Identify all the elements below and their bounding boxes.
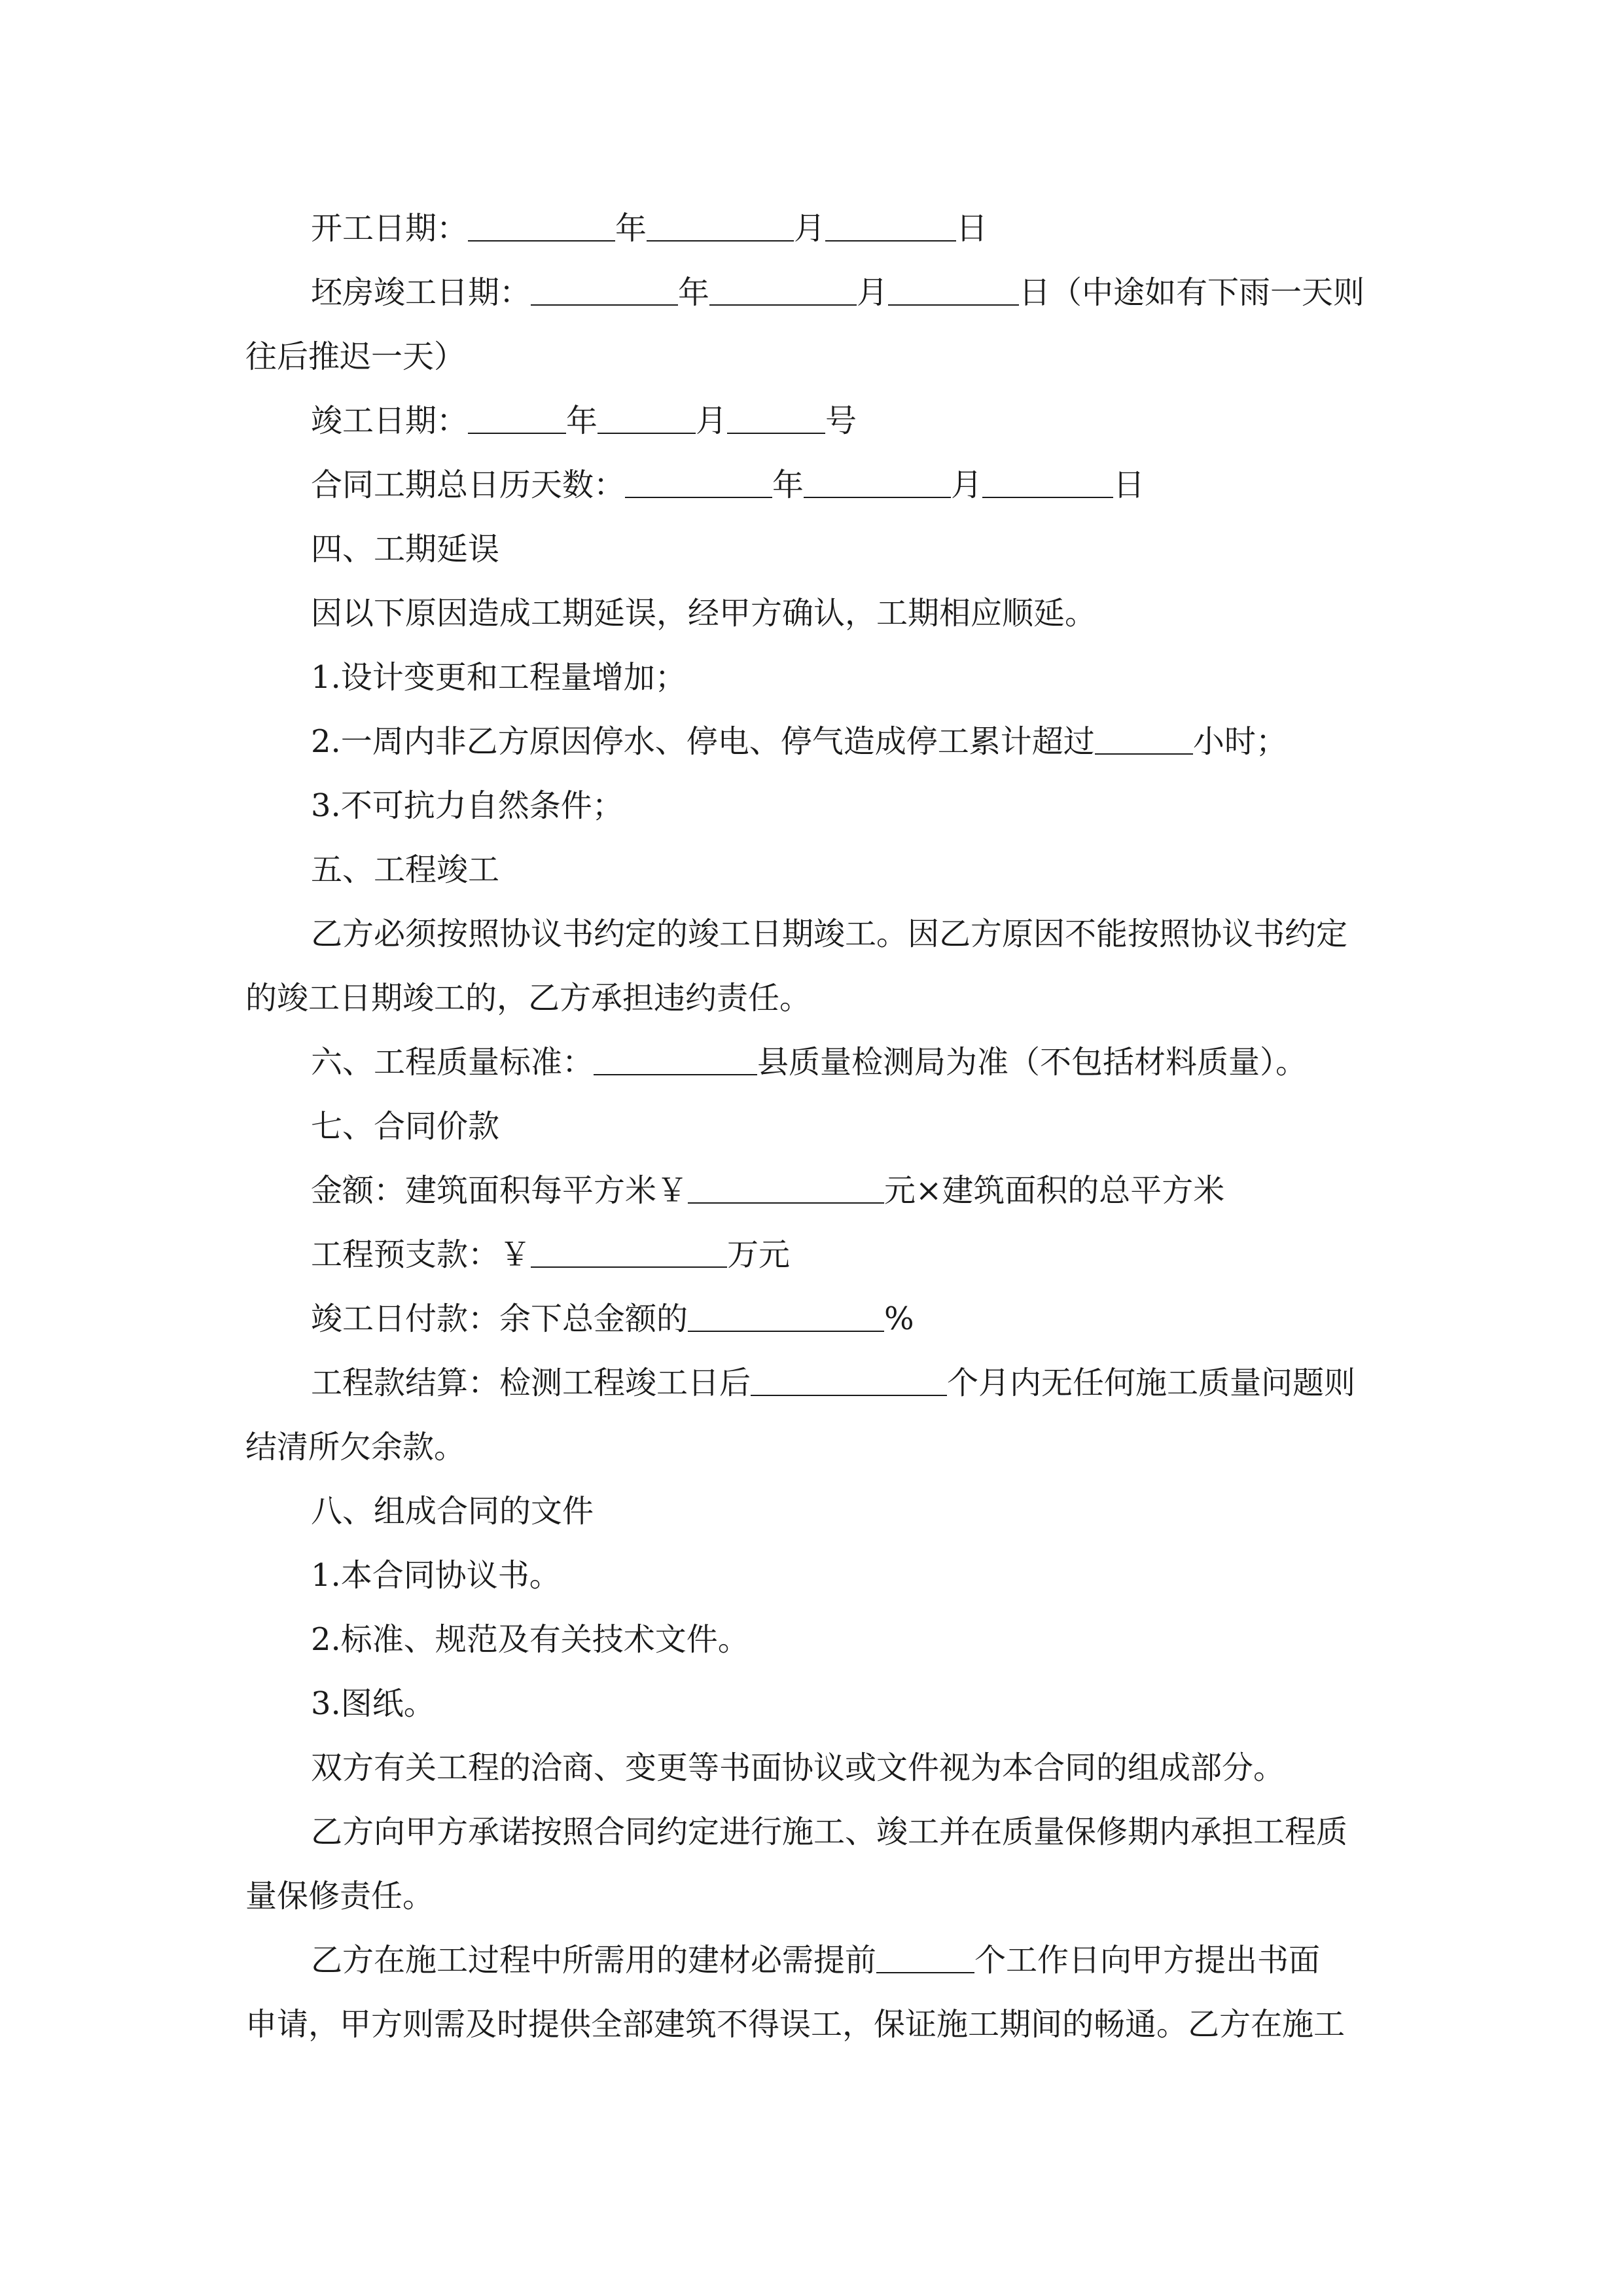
rough-day-blank[interactable] xyxy=(888,278,1019,306)
completion-date-line: 竣工日期： 年 月 号 xyxy=(311,403,857,439)
section-heading-completion: 五、工程竣工 xyxy=(311,852,500,888)
remaining-percent-blank[interactable] xyxy=(688,1304,884,1332)
total-day-blank[interactable] xyxy=(982,471,1113,498)
list-item: 1.本合同协议书。 xyxy=(311,1557,561,1594)
document-page xyxy=(245,196,1381,2056)
amount-line: 金额：建筑面积每平方米￥ 元×建筑面积的总平方米 xyxy=(311,1172,1225,1209)
completion-day-blank[interactable] xyxy=(727,406,825,434)
rough-year-blank[interactable] xyxy=(531,278,678,306)
workdays-blank[interactable] xyxy=(876,1946,974,1973)
start-date-line: 开工日期： 年 月 日 xyxy=(311,210,988,247)
paragraph: 乙方向甲方承诺按照合同约定进行施工、竣工并在质量保修期内承担工程质 xyxy=(311,1814,1348,1850)
list-item: 2.一周内非乙方原因停水、停电、停气造成停工累计超过 小时； xyxy=(311,723,1287,760)
paragraph-continuation: 量保修责任。 xyxy=(245,1878,435,1914)
hours-blank[interactable] xyxy=(1095,727,1193,755)
section-heading-delay: 四、工期延误 xyxy=(311,531,500,567)
advance-amount-blank[interactable] xyxy=(531,1240,727,1268)
paragraph: 因以下原因造成工期延误，经甲方确认，工期相应顺延。 xyxy=(311,595,1097,632)
completion-payment-line: 竣工日付款：余下总金额的 % xyxy=(311,1300,914,1337)
settlement-line: 工程款结算：检测工程竣工日后 个月内无任何施工质量问题则 xyxy=(311,1365,1356,1401)
rough-completion-note-line: 往后推迟一天） xyxy=(245,338,466,375)
list-item: 3.不可抗力自然条件； xyxy=(311,787,624,824)
quality-standard-line: 六、工程质量标准： 县质量检测局为准（不包括材料质量）。 xyxy=(311,1044,1308,1081)
completion-month-blank[interactable] xyxy=(597,406,696,434)
settlement-months-blank[interactable] xyxy=(751,1369,947,1396)
materials-request-line: 乙方在施工过程中所需用的建材必需提前 个工作日向甲方提出书面 xyxy=(311,1942,1321,1979)
paragraph: 双方有关工程的洽商、变更等书面协议或文件视为本合同的组成部分。 xyxy=(311,1749,1285,1786)
list-item: 3.图纸。 xyxy=(311,1685,435,1722)
start-day-blank[interactable] xyxy=(825,214,956,242)
total-year-blank[interactable] xyxy=(625,471,772,498)
quality-county-blank[interactable] xyxy=(594,1048,757,1075)
paragraph-continuation: 申请，甲方则需及时提供全部建筑不得误工，保证施工期间的畅通。乙方在施工 xyxy=(245,2006,1346,2043)
rough-month-blank[interactable] xyxy=(709,278,857,306)
price-per-sqm-blank[interactable] xyxy=(688,1176,884,1204)
total-month-blank[interactable] xyxy=(804,471,951,498)
list-item: 1.设计变更和工程量增加； xyxy=(311,659,687,696)
paragraph: 乙方必须按照协议书约定的竣工日期竣工。因乙方原因不能按照协议书约定 xyxy=(311,916,1348,952)
section-heading-documents: 八、组成合同的文件 xyxy=(311,1493,594,1530)
start-month-blank[interactable] xyxy=(647,214,794,242)
total-days-line: 合同工期总日历天数： 年 月 日 xyxy=(311,467,1145,503)
list-item: 2.标准、规范及有关技术文件。 xyxy=(311,1621,749,1658)
start-year-blank[interactable] xyxy=(468,214,615,242)
advance-payment-line: 工程预支款：￥ 万元 xyxy=(311,1236,791,1273)
rough-completion-date-line: 坯房竣工日期： 年 月 日（中途如有下雨一天则 xyxy=(311,274,1365,311)
paragraph-continuation: 的竣工日期竣工的，乙方承担违约责任。 xyxy=(245,980,812,1016)
section-heading-price: 七、合同价款 xyxy=(311,1108,500,1145)
paragraph-continuation: 结清所欠余款。 xyxy=(245,1429,466,1465)
completion-year-blank[interactable] xyxy=(468,406,566,434)
